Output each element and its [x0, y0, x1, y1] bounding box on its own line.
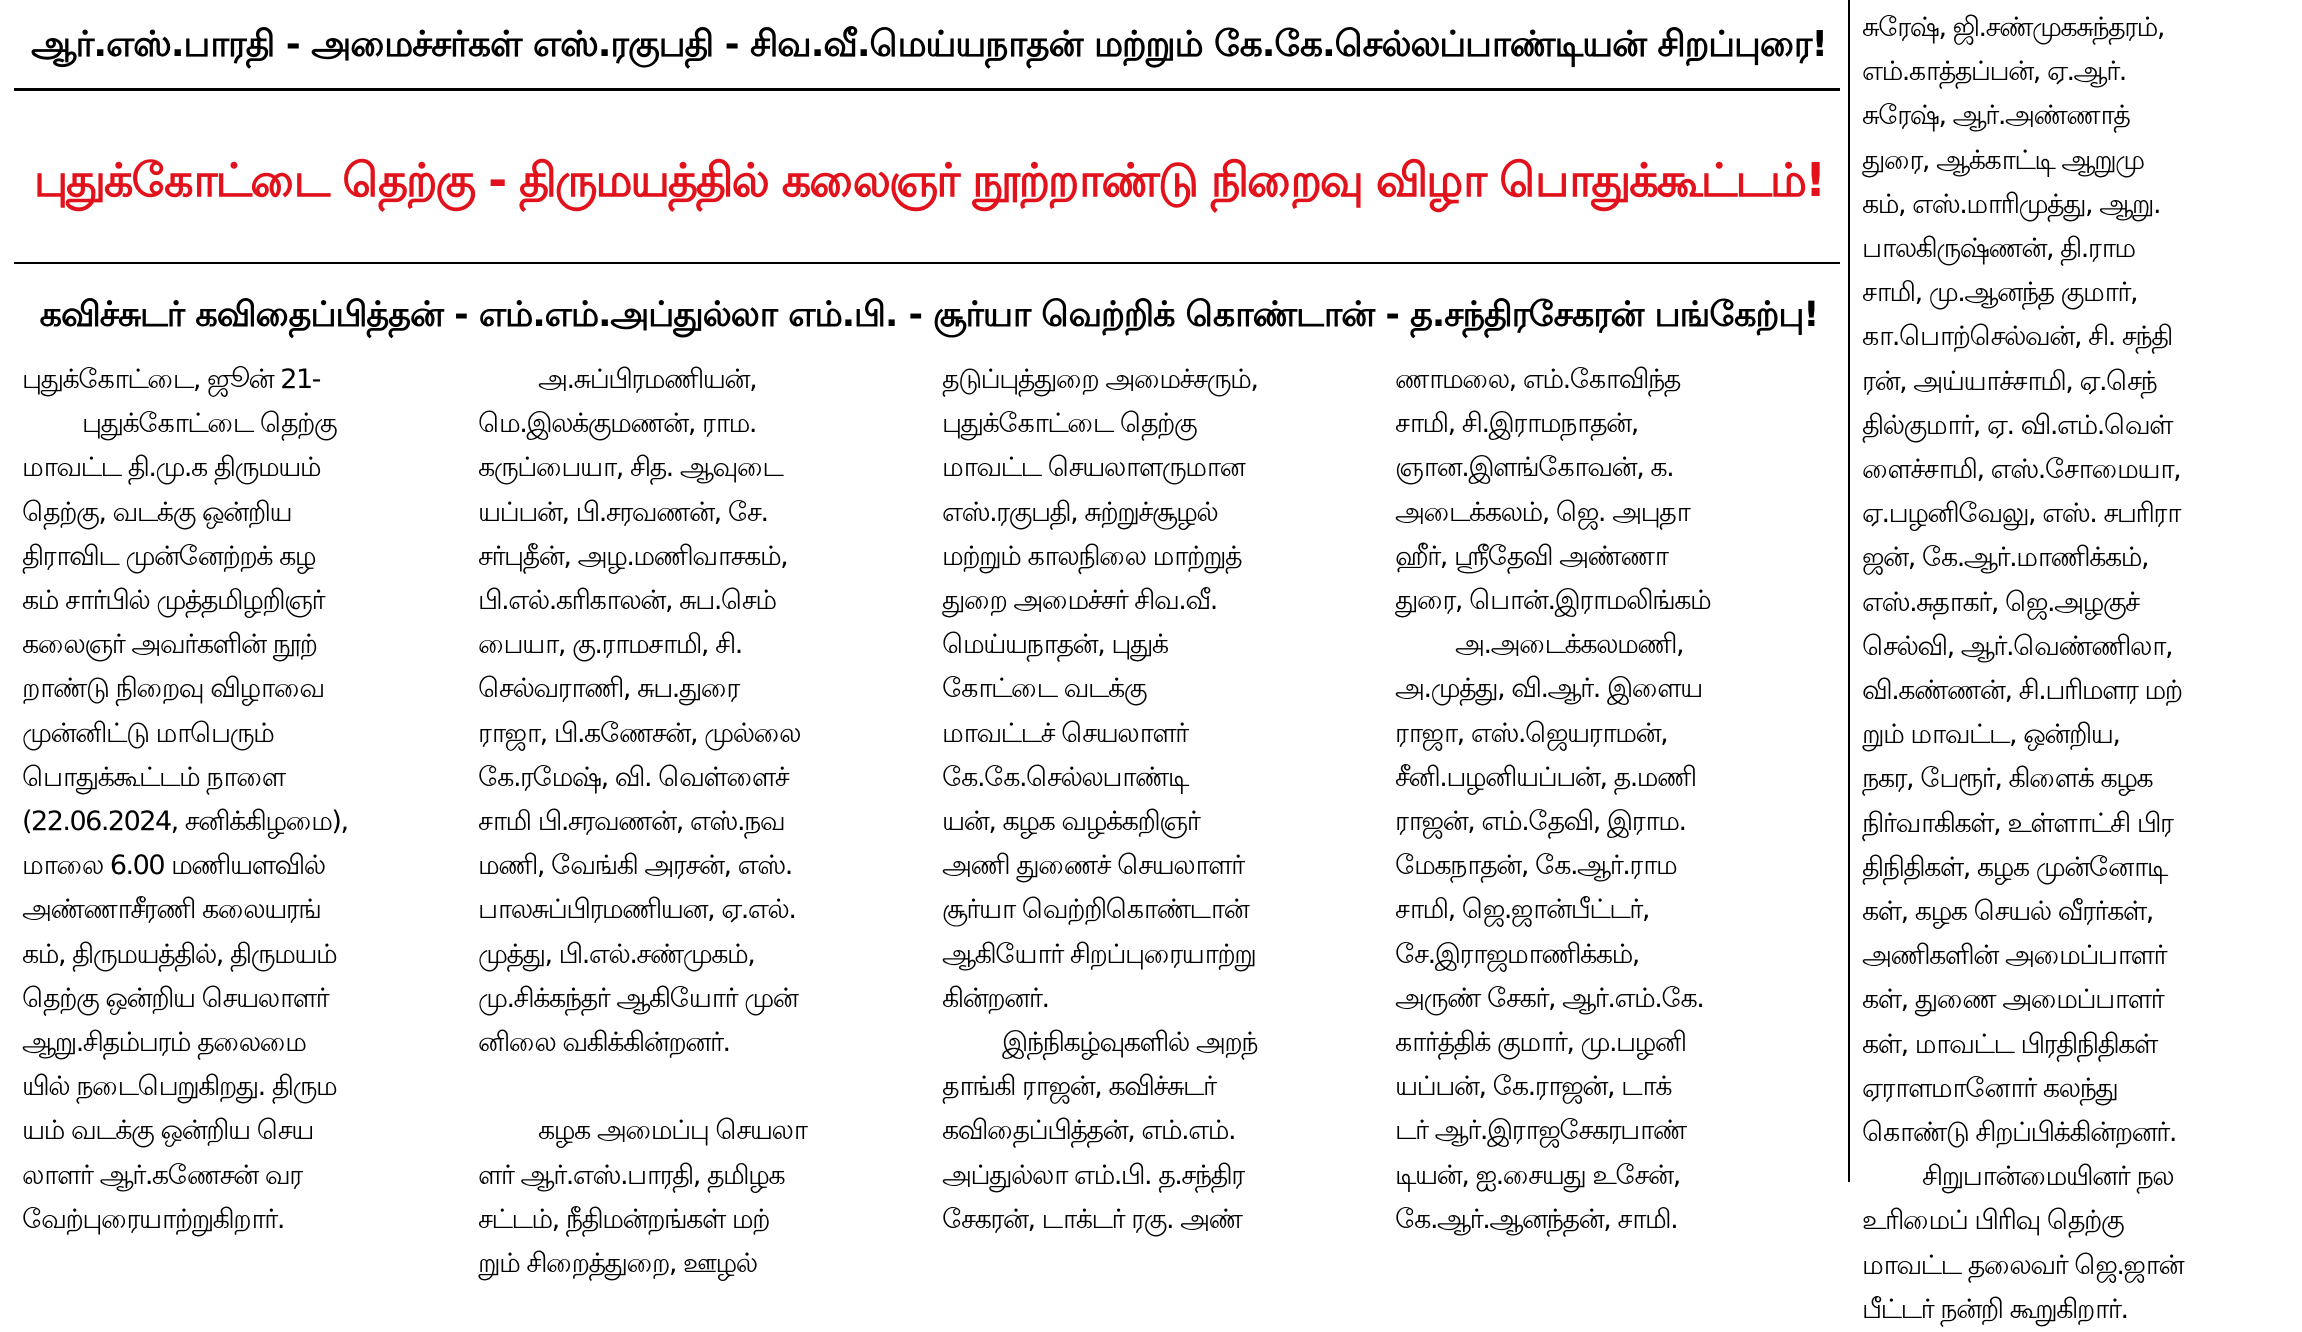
article-line: முன்னிட்டு மாபெரும் — [22, 717, 274, 749]
article-line: மாவட்டச் செயலாளர் — [942, 717, 1188, 749]
article-line: மாவட்ட தி.மு.க திருமயம் — [22, 452, 321, 484]
article-line: மாவட்ட தலைவர் ஜெ.ஜான் — [1862, 1249, 2184, 1281]
article-line: எம்.காத்தப்பன், ஏ.ஆர். — [1862, 56, 2126, 88]
article-line: தடுப்புத்துறை அமைச்சரும், — [942, 364, 1258, 395]
article-line: கா.பொற்செல்வன், சி. சந்தி — [1862, 321, 2172, 353]
article-line: செல்வராணி, சுப.துரை — [478, 673, 739, 705]
article-line: றாண்டு நிறைவு விழாவை — [22, 673, 324, 705]
article-line: கின்றனர். — [942, 982, 1049, 1014]
article-line: தில்குமார், ஏ. வி.எம்.வெள் — [1862, 409, 2173, 441]
article-line: ராஜன், எம்.தேவி, இராம. — [1395, 806, 1686, 838]
article-line: சுரேஷ், ஜி.சண்முகசுந்தரம், — [1862, 12, 2164, 43]
article-line: உரிமைப் பிரிவு தெற்கு — [1862, 1205, 2124, 1237]
article-line: மற்றும் காலநிலை மாற்றுத் — [942, 540, 1242, 572]
article-line: மெய்யநாதன், புதுக் — [942, 629, 1168, 661]
article-line: அணிகளின் அமைப்பாளர் — [1862, 940, 2167, 972]
article-line: எஸ்.சுதாகர், ஜெ.அழகுச் — [1862, 586, 2139, 618]
article-line: கருப்பையா, சித. ஆவுடை — [478, 452, 783, 484]
article-line: ஆகியோர் சிறப்புரையாற்று — [942, 938, 1256, 970]
article-line: கள், துணை அமைப்பாளர் — [1862, 984, 2164, 1016]
article-line: ஏராளமானோர் கலந்து — [1862, 1072, 2118, 1104]
article-line: கே.ஆர்.ஆனந்தன், சாமி. — [1395, 1203, 1678, 1235]
article-line: அ.முத்து, வி.ஆர். இளைய — [1395, 673, 1702, 705]
article-line: டர் ஆர்.இராஜசேகரபாண் — [1395, 1115, 1686, 1147]
article-line: துரை, பொன்.இராமலிங்கம் — [1395, 585, 1711, 617]
headline-divider — [14, 262, 1840, 264]
article-line — [478, 1065, 930, 1109]
sidebar-column-divider — [1848, 0, 1850, 1182]
article-line: ளர் ஆர்.எஸ்.பாரதி, தமிழக — [478, 1159, 785, 1191]
article-line: புதுக்கோட்டை தெற்கு — [82, 408, 337, 440]
article-line: சாமி, ஜெ.ஜான்பீட்டர், — [1395, 894, 1649, 926]
article-line: சீனி.பழனியப்பன், த.மணி — [1395, 761, 1696, 793]
article-line: சூர்யா வெற்றிகொண்டான் — [942, 894, 1249, 926]
article-line: துறை அமைச்சர் சிவ.வீ. — [942, 585, 1217, 617]
article-line: கழக அமைப்பு செயலா — [538, 1115, 807, 1147]
article-line: கள், மாவட்ட பிரதிநிதிகள் — [1862, 1028, 2157, 1060]
article-line: சர்புதீன், அழ.மணிவாசகம், — [478, 540, 788, 572]
article-line: பாலகிருஷ்ணன், தி.ராம — [1862, 233, 2135, 265]
article-line: (22.06.2024, சனிக்கிழமை), — [22, 806, 348, 838]
article-line: றும் மாவட்ட, ஒன்றிய, — [1862, 719, 2120, 751]
article-line: யில் நடைபெறுகிறது. திரும — [22, 1071, 337, 1103]
article-line: யப்பன், கே.ராஜன், டாக் — [1395, 1071, 1671, 1103]
article-line: அணி துணைச் செயலாளர் — [942, 850, 1244, 882]
article-line: அப்துல்லா எம்.பி. த.சந்திர — [942, 1159, 1244, 1191]
article-line: மாலை 6.00 மணியளவில் — [22, 850, 325, 882]
article-line: பையா, கு.ராமசாமி, சி. — [478, 629, 742, 661]
article-line: டியன், ஐ.சையது உசேன், — [1395, 1159, 1680, 1191]
article-line: ணாமலை, எம்.கோவிந்த — [1395, 364, 1680, 395]
article-column-3 — [942, 358, 1382, 1242]
article-line: மெ.இலக்குமணன், ராம. — [478, 408, 756, 440]
article-line: மாவட்ட செயலாளருமான — [942, 452, 1245, 484]
article-line: ஹீர், ஸ்ரீதேவி அண்ணா — [1395, 540, 1668, 572]
article-line: கே.கே.செல்லபாண்டி — [942, 761, 1188, 793]
article-line: யம் வடக்கு ஒன்றிய செய — [22, 1115, 313, 1147]
article-line: ஆறு.சிதம்பரம் தலைமை — [22, 1027, 306, 1059]
article-line: தெற்கு, வடக்கு ஒன்றிய — [22, 496, 292, 528]
article-column-4 — [1395, 358, 1835, 1242]
article-line: அ.சுப்பிரமணியன், — [538, 364, 757, 395]
article-line: பொதுக்கூட்டம் நாளை — [22, 761, 285, 793]
article-line: கம், எஸ்.மாரிமுத்து, ஆறு. — [1862, 188, 2161, 220]
article-line: செல்வி, ஆர்.வெண்ணிலா, — [1862, 630, 2173, 662]
article-line: சிறுபான்மையினர் நல — [1922, 1161, 2174, 1193]
article-line: நகர, பேரூர், கிளைக் கழக — [1862, 763, 2153, 795]
article-line: அ.அடைக்கலமணி, — [1455, 629, 1684, 661]
article-column-1 — [22, 358, 462, 1242]
article-line: னிலை வகிக்கின்றனர். — [478, 1027, 730, 1059]
article-line: பி.எல்.கரிகாலன், சுப.செம் — [478, 585, 776, 617]
article-line: வி.கண்ணன், சி.பரிமளர மற் — [1862, 675, 2182, 707]
article-line: சாமி, மு.ஆனந்த குமார், — [1862, 277, 2138, 309]
article-line: திராவிட முன்னேற்றக் கழ — [22, 540, 316, 572]
headline: புதுக்கோட்டை தெற்கு - திருமயத்தில் கலைஞர் நூற்றாண்டு நிறைவு விழா பொதுக்கூட்டம்! — [33, 153, 1825, 207]
article-line: அண்ணாசீரணி கலையரங் — [22, 894, 321, 926]
article-line: திநிதிகள், கழக முன்னோடி — [1862, 851, 2167, 883]
article-line: சுரேஷ், ஆர்.அண்ணாத் — [1862, 100, 2130, 132]
article-line: ராஜா, எஸ்.ஜெயராமன், — [1395, 717, 1668, 749]
article-line: கே.ரமேஷ், வி. வெள்ளைச் — [478, 761, 789, 793]
article-line: கம் சார்பில் முத்தமிழறிஞர் — [22, 585, 325, 617]
article-line: றும் சிறைத்துறை, ஊழல் — [478, 1248, 757, 1280]
article-line: வேற்புரையாற்றுகிறார். — [22, 1203, 284, 1235]
article-line: ளைச்சாமி, எஸ்.சோமையா, — [1862, 454, 2181, 486]
article-line: சட்டம், நீதிமன்றங்கள் மற் — [478, 1203, 769, 1235]
article-column-2 — [478, 358, 930, 1286]
article-line: கோட்டை வடக்கு — [942, 673, 1147, 705]
article-line: நிர்வாகிகள், உள்ளாட்சி பிர — [1862, 807, 2173, 839]
article-line: அடைக்கலம், ஜெ. அபுதா — [1395, 496, 1690, 528]
article-line: யன், கழக வழக்கறிஞர் — [942, 806, 1200, 838]
article-line: மு.சிக்கந்தர் ஆகியோர் முன் — [478, 982, 798, 1014]
article-line: யப்பன், பி.சரவணன், சே. — [478, 496, 768, 528]
kicker-line: ஆர்.எஸ்.பாரதி - அமைச்சர்கள் எஸ்.ரகுபதி - சிவ.வீ.மெய்யநாதன் மற்றும் கே.கே.செல்லப்பாண்டியன் சிறப்புரை! — [31, 24, 1827, 65]
article-line: சேகரன், டாக்டர் ரகு. அண் — [942, 1203, 1242, 1235]
article-line: தெற்கு ஒன்றிய செயலாளர் — [22, 982, 329, 1014]
article-line: கொண்டு சிறப்பிக்கின்றனர். — [1862, 1117, 2176, 1149]
article-line: சாமி பி.சரவணன், எஸ்.நவ — [478, 806, 785, 838]
article-line: கார்த்திக் குமார், மு.பழனி — [1395, 1027, 1686, 1059]
article-line: ஜன், கே.ஆர்.மாணிக்கம், — [1862, 542, 2149, 574]
article-line: ரன், அய்யாச்சாமி, ஏ.செந் — [1862, 365, 2157, 397]
article-line: பீட்டர் நன்றி கூறுகிறார். — [1862, 1293, 2128, 1325]
top-divider — [14, 88, 1840, 91]
article-line: மேகநாதன், கே.ஆர்.ராம — [1395, 850, 1677, 882]
article-line: முத்து, பி.எல்.சண்முகம், — [478, 938, 755, 970]
article-line: புதுக்கோட்டை, ஜூன் 21- — [22, 364, 320, 395]
article-line: கள், கழக செயல் வீரர்கள், — [1862, 896, 2153, 928]
article-line: ஏ.பழனிவேலு, எஸ். சபரிரா — [1862, 498, 2180, 530]
article-line: கலைஞர் அவர்களின் நூற் — [22, 629, 317, 661]
article-line: ராஜா, பி.கணேசன், முல்லை — [478, 717, 801, 749]
article-line: அருண் சேகர், ஆர்.எம்.கே. — [1395, 982, 1704, 1014]
subheadline: கவிச்சுடர் கவிதைப்பித்தன் - எம்.எம்.அப்துல்லா எம்.பி. - சூர்யா வெற்றிக் கொண்டான் - த.சந்திரசேகரன் பங்கேற்பு! — [39, 295, 1819, 335]
article-line: துரை, ஆக்காட்டி ஆறுமு — [1862, 144, 2144, 176]
article-line: கம், திருமயத்தில், திருமயம் — [22, 938, 337, 970]
article-line: சே.இராஜமாணிக்கம், — [1395, 938, 1639, 970]
article-line: மணி, வேங்கி அரசன், எஸ். — [478, 850, 792, 882]
article-column-5 — [1862, 6, 2292, 1332]
article-line: தாங்கி ராஜன், கவிச்சுடர் — [942, 1071, 1216, 1103]
article-line: கவிதைப்பித்தன், எம்.எம். — [942, 1115, 1236, 1147]
article-line: சாமி, சி.இராமநாதன், — [1395, 408, 1638, 440]
article-line: இந்நிகழ்வுகளில் அறந் — [1002, 1027, 1258, 1059]
article-line: லாளர் ஆர்.கணேசன் வர — [22, 1159, 302, 1191]
article-line: புதுக்கோட்டை தெற்கு — [942, 408, 1197, 440]
article-line: எஸ்.ரகுபதி, சுற்றுச்சூழல் — [942, 496, 1218, 528]
article-line: பாலசுப்பிரமணியன, ஏ.எல். — [478, 894, 796, 926]
article-line: ஞான.இளங்கோவன், க. — [1395, 452, 1674, 484]
